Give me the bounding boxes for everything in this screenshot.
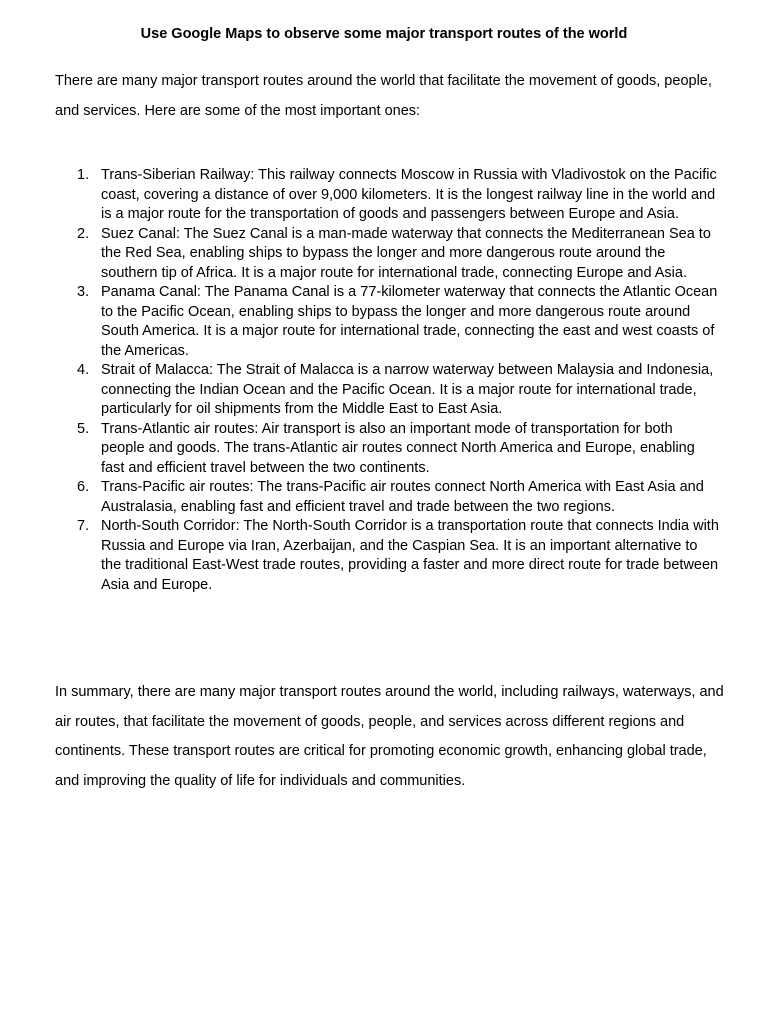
list-item-text: Suez Canal: The Suez Canal is a man-made waterway that connects the Mediterranean Sea to the Red Sea, enabling ships to bypass the longer and more dangerous route around the southern tip of Africa. It is a major route for international trade, connecting Europe and Asia. xyxy=(101,225,711,281)
list-item-text: Strait of Malacca: The Strait of Malacca is a narrow waterway between Malaysia and Indonesia, connecting the Indian Ocean and the Pacific Ocean. It is a major route for international trade, particularly for oil shipments from the Middle East to East Asia. xyxy=(101,362,714,417)
list-item xyxy=(55,420,720,479)
list-item-number: 3. xyxy=(77,284,90,300)
intro-paragraph: There are many major transport routes around the world that facilitate the movement of goods, people, and services. Here are some of the most important ones: xyxy=(55,73,712,119)
list-item-text: North-South Corridor: The North-South Corridor is a transportation route that connects India with Russia and Europe via Iran, Azerbaijan, and the Caspian Sea. It is an important alternative to the traditional East-West trade routes, providing a faster and more direct route for trade between Asia and Europe. xyxy=(101,518,719,593)
list-item xyxy=(55,517,720,595)
list-item xyxy=(55,225,720,284)
list-item-number: 6. xyxy=(77,479,90,495)
list-item-number: 5. xyxy=(77,420,90,437)
transport-routes-list xyxy=(55,166,720,595)
list-item-number: 4. xyxy=(77,362,90,378)
list-item-text: Trans-Pacific air routes: The trans-Pacific air routes connect North America with East Asia and Australasia, enabling fast and efficient travel and trade between the two regions. xyxy=(101,479,704,515)
list-item xyxy=(55,478,720,517)
page-title: Use Google Maps to observe some major transport routes of the world xyxy=(140,26,628,42)
list-item-text: Trans-Siberian Railway: This railway connects Moscow in Russia with Vladivostok on the Pacific coast, covering a distance of over 9,000 kilometers. It is the longest railway line in the world and is a major route for the transportation of goods and passengers between Europe and Asia. xyxy=(101,167,717,222)
list-item xyxy=(55,166,720,225)
list-item-number: 7. xyxy=(77,518,90,534)
list-item xyxy=(55,361,720,420)
summary-paragraph: In summary, there are many major transport routes around the world, including railways, waterways, and air routes, that facilitate the movement of goods, people, and services across different regions and continents. These transport routes are critical for promoting economic growth, enhancing global trade, and improving the quality of life for individuals and communities. xyxy=(55,684,724,789)
list-item-number: 2. xyxy=(77,225,90,242)
list-item-text: Trans-Atlantic air routes: Air transport is also an important mode of transportation for both people and goods. The trans-Atlantic air routes connect North America and Europe, enabling fast and efficient travel between the two continents. xyxy=(101,420,695,476)
list-item-text: Panama Canal: The Panama Canal is a 77-kilometer waterway that connects the Atlantic Ocean to the Pacific Ocean, enabling ships to bypass the longer and more dangerous route around South America. It is a major route for international trade, connecting the east and west coasts of the Americas. xyxy=(101,284,718,359)
list-item xyxy=(55,283,720,361)
list-item-number: 1. xyxy=(77,167,90,183)
